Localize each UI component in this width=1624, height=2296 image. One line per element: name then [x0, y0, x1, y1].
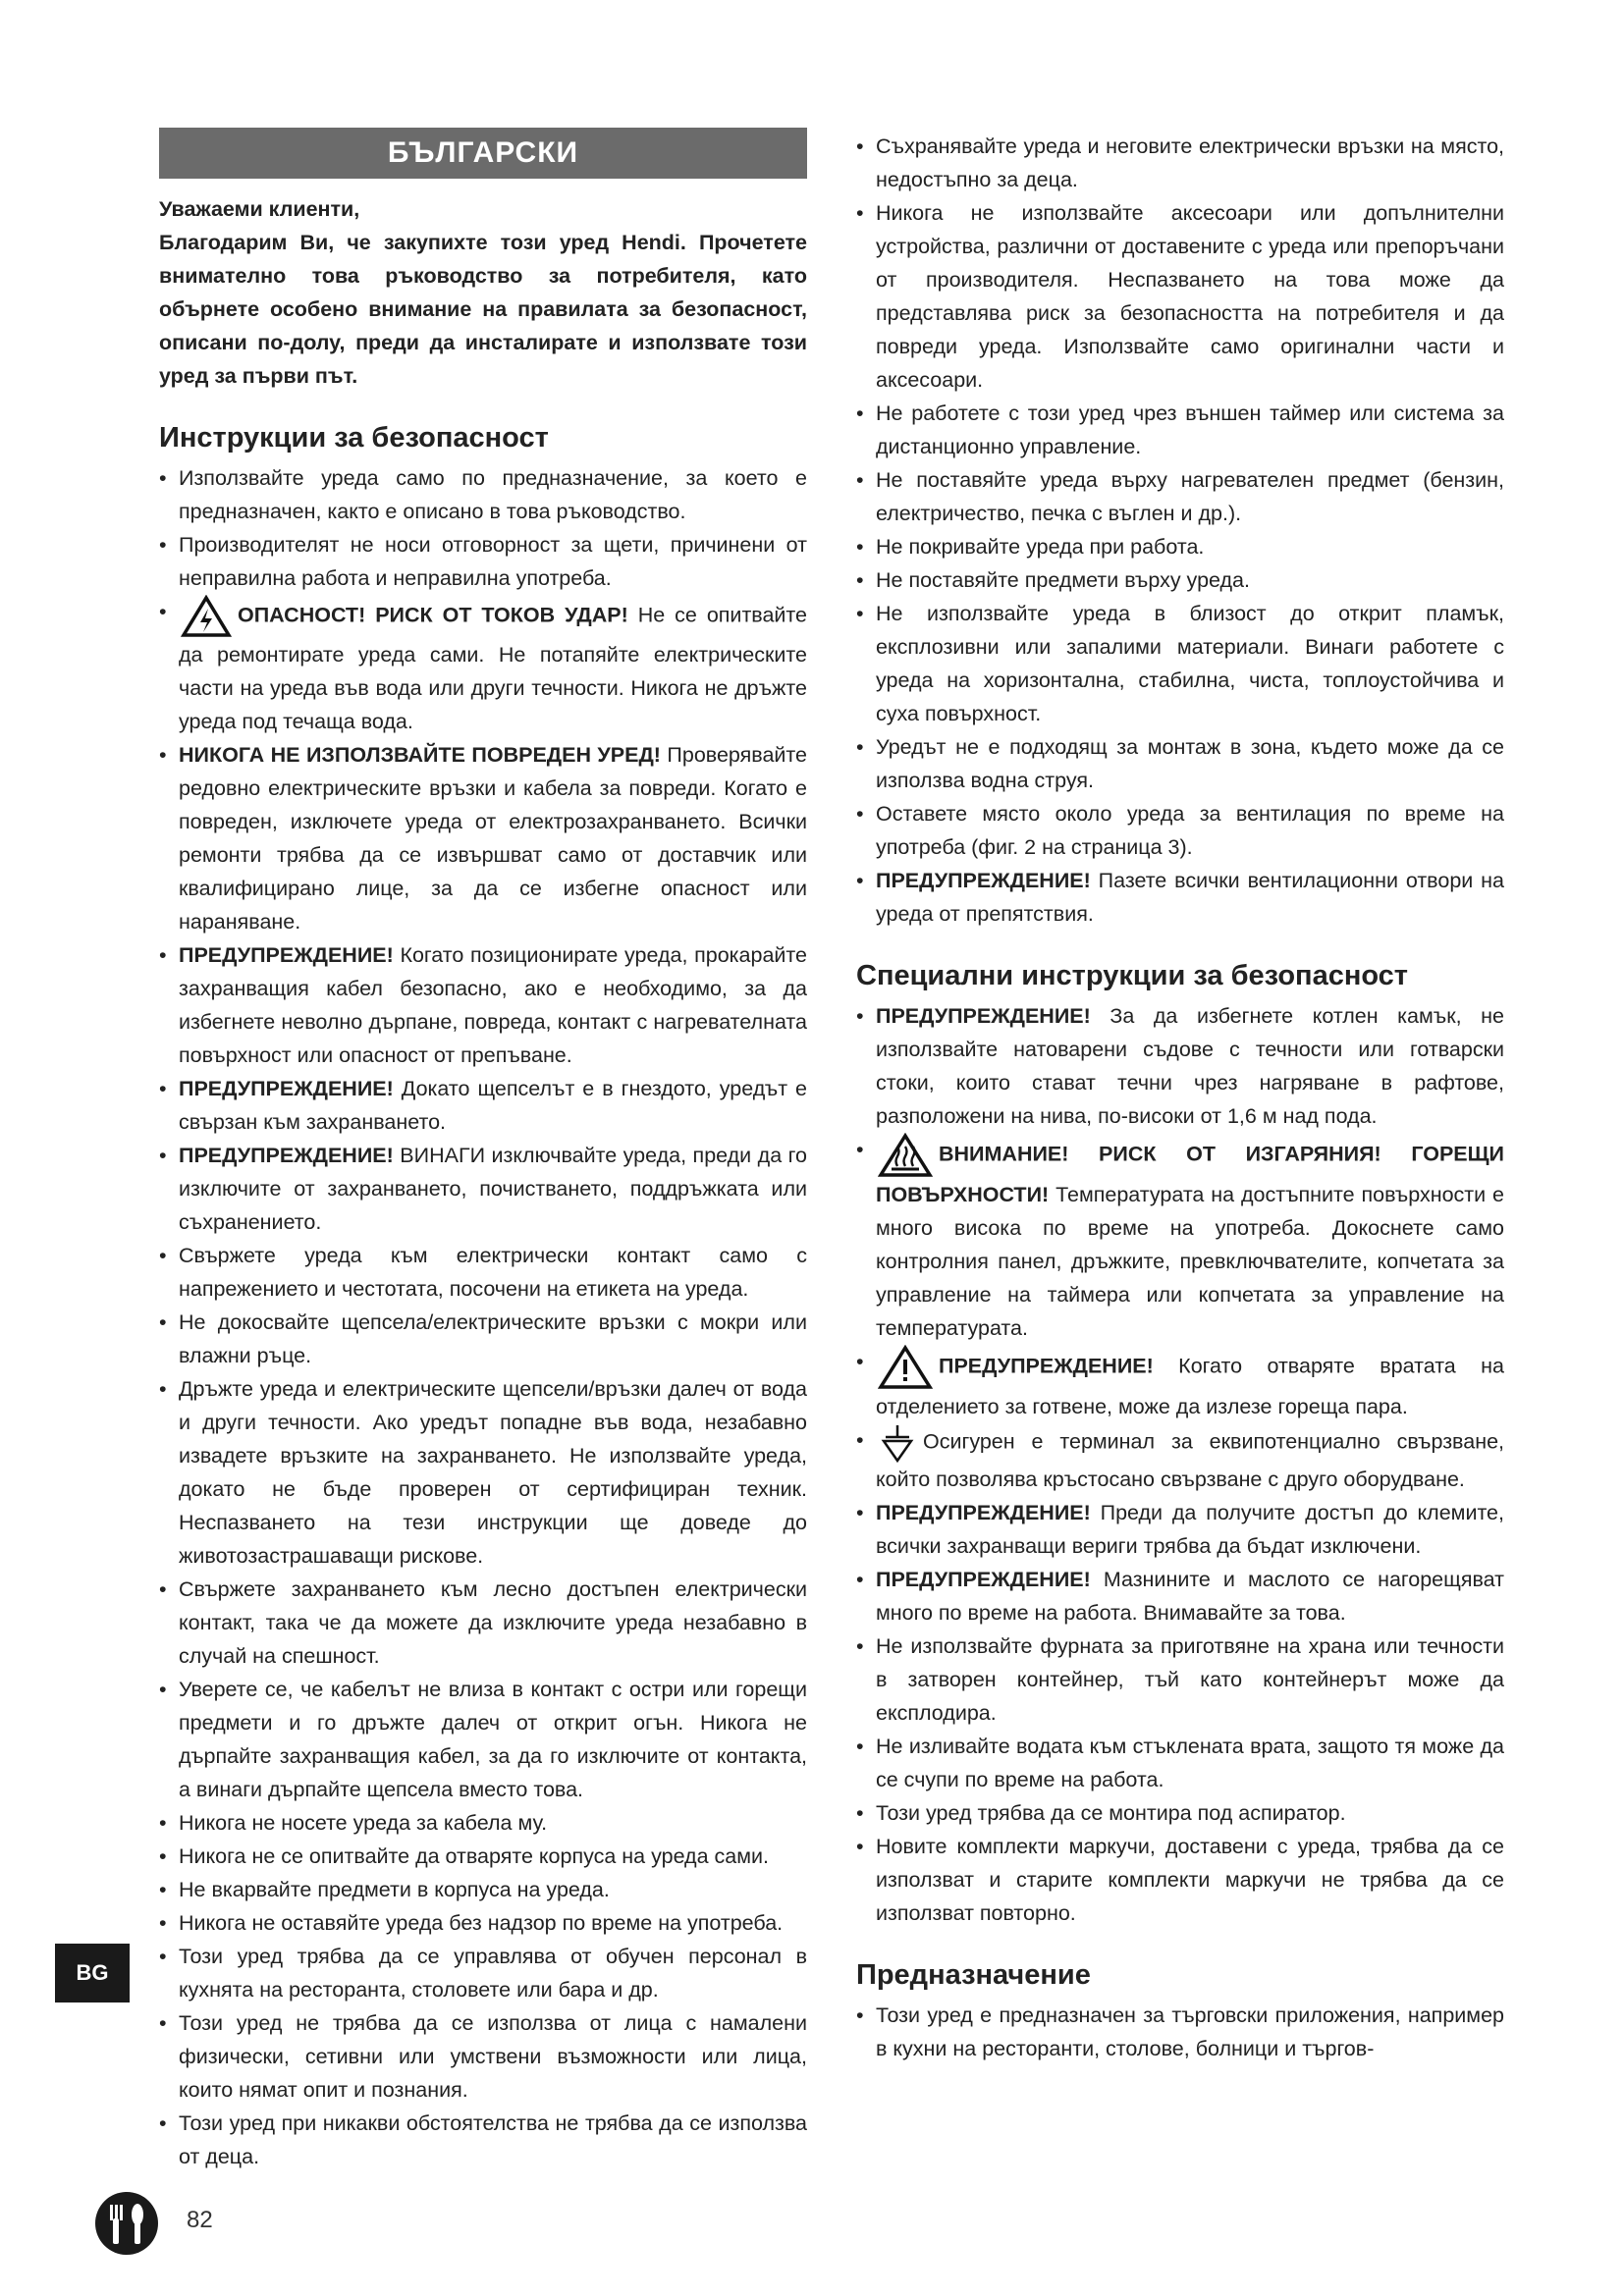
list-item: • Не работете с този уред чрез външен таймер или система за дистанционно управление. — [856, 397, 1504, 463]
safety-list-continued — [856, 130, 1504, 931]
list-item: • Новите комплекти маркучи, доставени с уреда, трябва да се използват и старите комплекти маркучи не трябва да се използват повторно. — [856, 1830, 1504, 1930]
list-item: • Дръжте уреда и електрическите щепсели/връзки далеч от вода и други течности. Ако уредът попадне във вода, незабавно извадете връзките на захранването. Не използвайте уреда, докато не бъде проверен от сертифициран техник. Неспазването на тези инструкции ще доведе до животозастрашаващи рискове. — [159, 1372, 807, 1573]
list-item: • Уверете се, че кабелът не влиза в контакт с остри или горещи предмети и го дръжте далеч от открит огън. Никога не дърпайте захранващия кабел, за да го изключите от контакта, а винаги дърпайте щепсела вместо това. — [159, 1673, 807, 1806]
page-number: 82 — [187, 2207, 213, 2233]
list-item: • Свържете уреда към електрически контакт само с напрежението и честотата, посочени на етикета на уреда. — [159, 1239, 807, 1306]
list-item: • Никога не използвайте аксесоари или допълнителни устройства, различни от доставените с уреда или препоръчани от производителя. Неспазването на това може да представлява риск за безопасността на потребителя и да повреди уреда. Използвайте само оригинални части и аксесоари. — [856, 196, 1504, 397]
list-item: • Този уред трябва да се управлява от обучен персонал в кухнята на ресторанта, столовете или бара и др. — [159, 1940, 807, 2006]
language-header: БЪЛГАРСКИ — [159, 128, 807, 179]
list-item: • Производителят не носи отговорност за щети, причинени от неправилна работа и неправилна употреба. — [159, 528, 807, 595]
list-item: • Не вкарвайте предмети в корпуса на уреда. — [159, 1873, 807, 1906]
list-item: • Не докосвайте щепсела/електрическите връзки с мокри или влажни ръце. — [159, 1306, 807, 1372]
list-item: • Не покривайте уреда при работа. — [856, 530, 1504, 563]
list-item: • Осигурен е терминал за еквипотенциално свързване, който позволява кръстосано свързване с друго оборудване. — [856, 1423, 1504, 1496]
list-item: • ПРЕДУПРЕЖДЕНИЕ! За да избегнете котлен камък, не използвайте натоварени съдове с течности или готварски стоки, които стават течни чрез нагряване в рафтове, разположени на нива, по-високи от 1,6 м над пода. — [856, 999, 1504, 1133]
list-item: • Съхранявайте уреда и неговите електрически връзки на място, недостъпно за деца. — [856, 130, 1504, 196]
list-item: • Не използвайте уреда в близост до открит пламък, експлозивни или запалими материали. Винаги работете с уреда на хоризонтална, стабилна, чиста, топлоустойчива и суха повърхност. — [856, 597, 1504, 730]
list-item: • Не използвайте фурната за приготвяне на храна или течности в затворен контейнер, тъй като контейнерът може да експлодира. — [856, 1629, 1504, 1730]
right-column — [856, 130, 1504, 2065]
list-item: • ПРЕДУПРЕЖДЕНИЕ! ВИНАГИ изключвайте уреда, преди да го изключите от захранването, почистването, поддръжката или съхранението. — [159, 1139, 807, 1239]
list-item: • ОПАСНОСТ! РИСК ОТ ТОКОВ УДАР! Не се опитвайте да ремонтирате уреда сами. Не потапяйте електрическите части на уреда във вода или други течности. Никога не дръжте уреда под течаща вода. — [159, 595, 807, 738]
list-item: • Не поставяйте предмети върху уреда. — [856, 563, 1504, 597]
list-item: • Никога не оставяйте уреда без надзор по време на употреба. — [159, 1906, 807, 1940]
greeting: Уважаеми клиенти, — [159, 197, 360, 221]
left-column — [159, 126, 807, 2173]
hot-surface-warning-icon — [878, 1133, 933, 1178]
safety-list — [159, 461, 807, 2173]
list-item: • Уредът не е подходящ за монтаж в зона, където може да се използва водна струя. — [856, 730, 1504, 797]
list-item: • Никога не носете уреда за кабела му. — [159, 1806, 807, 1840]
purpose-list — [856, 1999, 1504, 2065]
list-item: • Не изливайте водата към стъклената врата, защото тя може да се счупи по време на работа. — [856, 1730, 1504, 1796]
intro — [159, 192, 807, 393]
list-item: • Оставете място около уреда за вентилация по време на употреба (фиг. 2 на страница 3). — [856, 797, 1504, 864]
electric-shock-warning-icon — [181, 595, 232, 638]
special-heading: Специални инструкции за безопасност — [856, 960, 1409, 991]
list-item: • ВНИМАНИЕ! РИСК ОТ ИЗГАРЯНИЯ! ГОРЕЩИ ПОВЪРХНОСТИ! Температурата на достъпните повърхности е много висока по време на употреба. Докоснете само контролния панел, дръжките, превключвателите, копчетата за управление на таймера или копчетата за управление на температурата. — [856, 1133, 1504, 1345]
list-item: • Никога не се опитвайте да отваряте корпуса на уреда сами. — [159, 1840, 807, 1873]
list-item: • Не поставяйте уреда върху нагревателен предмет (бензин, електричество, печка с въглен и др.). — [856, 463, 1504, 530]
special-list — [856, 999, 1504, 1930]
purpose-heading: Предназначение — [856, 1959, 1091, 1991]
equipotential-terminal-icon — [878, 1423, 917, 1463]
general-warning-icon — [878, 1345, 933, 1390]
cutlery-logo-icon — [94, 2191, 159, 2256]
list-item: • ПРЕДУПРЕЖДЕНИЕ! Докато щепселът е в гнездото, уредът е свързан към захранването. — [159, 1072, 807, 1139]
list-item: • НИКОГА НЕ ИЗПОЛЗВАЙТЕ ПОВРЕДЕН УРЕД! Проверявайте редовно електрическите връзки и кабела за повреди. Когато е повреден, изключете уреда от електрозахранването. Всички ремонти трябва да се извършват само от доставчик или квалифицирано лице, за да се избегне опасност или нараняване. — [159, 738, 807, 938]
list-item: • ПРЕДУПРЕЖДЕНИЕ! Пазете всички вентилационни отвори на уреда от препятствия. — [856, 864, 1504, 931]
list-item: • Този уред при никакви обстоятелства не трябва да се използва от деца. — [159, 2107, 807, 2173]
list-item: • ПРЕДУПРЕЖДЕНИЕ! Преди да получите достъп до клемите, всички захранващи вериги трябва да бъдат изключени. — [856, 1496, 1504, 1563]
intro-body: Благодарим Ви, че закупихте този уред Hendi. Прочетете внимателно това ръководство за потребителя, като обърнете особено внимание на правилата за безопасност, описани по-долу, преди да инсталирате и използвате този уред за първи път. — [159, 231, 807, 388]
list-item: • Този уред е предназначен за търговски приложения, например в кухни на ресторанти, столове, болници и търгов- — [856, 1999, 1504, 2065]
list-item: • Свържете захранването към лесно достъпен електрически контакт, така че да можете да изключите уреда незабавно в случай на спешност. — [159, 1573, 807, 1673]
language-side-tab: BG — [55, 1944, 130, 2002]
list-item: • Този уред трябва да се монтира под аспиратор. — [856, 1796, 1504, 1830]
list-item: • ПРЕДУПРЕЖДЕНИЕ! Когато позиционирате уреда, прокарайте захранващия кабел безопасно, ако е необходимо, за да избегнете неволно дърпане, повреда, контакт с нагревателната повърхност или опасност от препъване. — [159, 938, 807, 1072]
list-item: • Този уред не трябва да се използва от лица с намалени физически, сетивни или умствени възможности или лица, които нямат опит и познания. — [159, 2006, 807, 2107]
list-item: • ПРЕДУПРЕЖДЕНИЕ! Мазнините и маслото се нагорещяват много по време на работа. Внимавайте за това. — [856, 1563, 1504, 1629]
list-item: • ПРЕДУПРЕЖДЕНИЕ! Когато отваряте вратата на отделението за готвене, може да излезе гореща пара. — [856, 1345, 1504, 1423]
safety-heading: Инструкции за безопасност — [159, 422, 549, 454]
list-item: • Използвайте уреда само по предназначение, за което е предназначен, както е описано в това ръководство. — [159, 461, 807, 528]
